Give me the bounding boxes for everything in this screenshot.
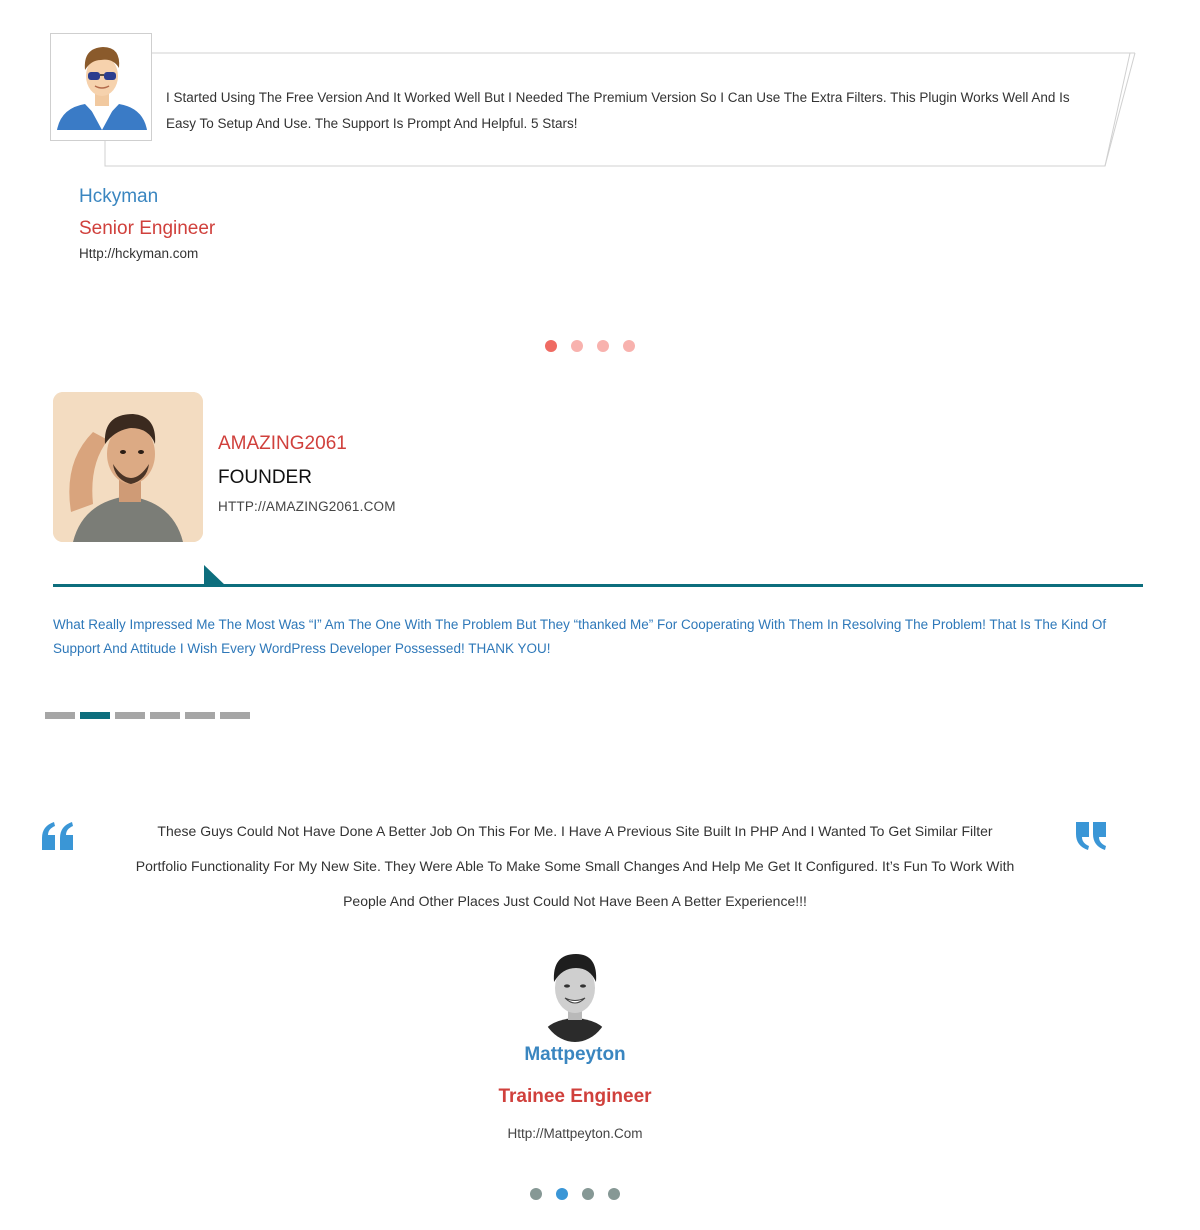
carousel-dot[interactable] <box>545 340 557 352</box>
smiling-man-portrait-photo-icon <box>538 948 612 1042</box>
carousel-bar[interactable] <box>80 712 110 719</box>
carousel-dot[interactable] <box>597 340 609 352</box>
author-photo <box>538 948 612 1042</box>
carousel-dots <box>545 340 635 352</box>
carousel-dots <box>530 1188 620 1200</box>
carousel-dot[interactable] <box>608 1188 620 1200</box>
carousel-dot[interactable] <box>530 1188 542 1200</box>
open-quote-icon <box>40 820 76 852</box>
carousel-bar[interactable] <box>45 712 75 719</box>
man-portrait-photo-icon <box>53 392 203 542</box>
pointer-triangle-icon <box>204 565 228 586</box>
author-role: Senior Engineer <box>79 218 216 239</box>
author-name: AMAZING2061 <box>218 433 347 454</box>
avatar <box>50 33 152 141</box>
carousel-dot[interactable] <box>556 1188 568 1200</box>
author-role: FOUNDER <box>218 467 312 488</box>
testimonial-quote: I Started Using The Free Version And It Worked Well But I Needed The Premium Version So I Can Use The Extra Filters. This Plugin Works Well And Is Easy To Setup And Use. The Support Is Prompt And Helpful. 5 Stars! <box>166 90 1070 131</box>
close-quote-icon <box>1073 820 1109 852</box>
author-name: Hckyman <box>79 186 159 207</box>
author-url[interactable]: Http://hckyman.com <box>79 246 199 261</box>
testimonial-quote: These Guys Could Not Have Done A Better Job On This For Me. I Have A Previous Site Built In PHP And I Wanted To Get Similar Filter Portfolio Functionality For My New Site. They Were Able To Make Some Small Changes And Help Me Get It Configured. It’s Fun To Work With People And Other Places Just Could Not Have Been A Better Experience!!! <box>135 823 1015 909</box>
carousel-dot[interactable] <box>571 340 583 352</box>
carousel-bar[interactable] <box>220 712 250 719</box>
carousel-bar[interactable] <box>185 712 215 719</box>
carousel-bar[interactable] <box>115 712 145 719</box>
author-photo <box>53 392 203 542</box>
author-url[interactable]: Http://Mattpeyton.Com <box>507 1126 643 1141</box>
carousel-dot[interactable] <box>623 340 635 352</box>
author-name: Mattpeyton <box>524 1044 626 1065</box>
author-role: Trainee Engineer <box>498 1086 652 1107</box>
author-url[interactable]: HTTP://AMAZING2061.COM <box>218 499 396 514</box>
cartoon-man-avatar-icon <box>51 34 152 141</box>
testimonial-quote: What Really Impressed Me The Most Was “I” Am The One With The Problem But They “thanked Me” For Cooperating With Them In Resolving The Problem! That Is The Kind Of Support And Attitude I Wish Every WordPress Developer Possessed! THANK YOU! <box>53 617 1107 656</box>
carousel-bars <box>45 712 250 719</box>
carousel-dot[interactable] <box>582 1188 594 1200</box>
carousel-bar[interactable] <box>150 712 180 719</box>
